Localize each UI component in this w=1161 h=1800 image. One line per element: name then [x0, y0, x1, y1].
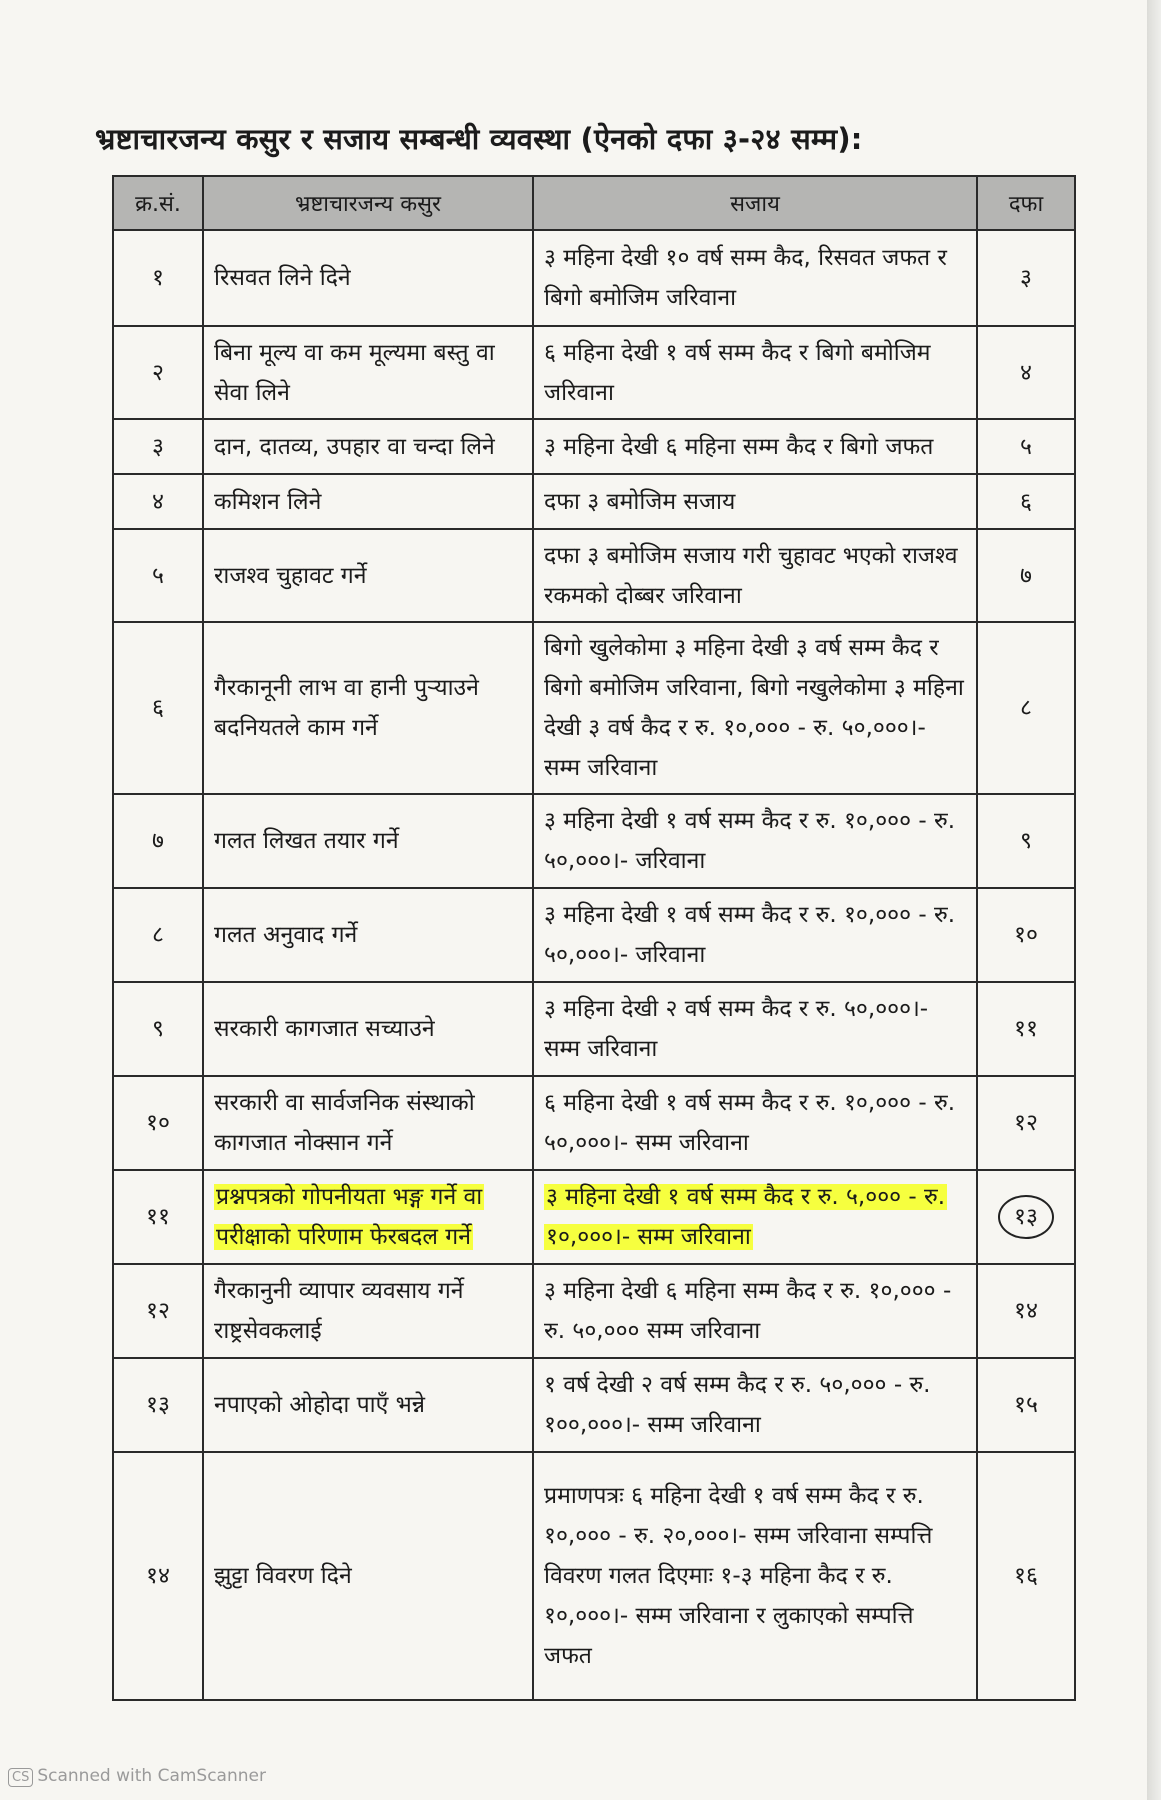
row-section: १५: [977, 1358, 1075, 1452]
row-serial: ७: [113, 794, 203, 888]
scanner-watermark: [8, 1766, 266, 1787]
table-row: [113, 1076, 1075, 1170]
table-row: [113, 1452, 1075, 1700]
row-serial: ८: [113, 888, 203, 982]
offense-penalty-table: [112, 175, 1076, 1701]
row-offense: राजश्व चुहावट गर्ने: [203, 529, 533, 622]
row-penalty-highlighted: [533, 1170, 977, 1264]
row-penalty: दफा ३ बमोजिम सजाय: [533, 474, 977, 529]
row-offense: नपाएको ओहोदा पाएँ भन्ने: [203, 1358, 533, 1452]
table-row-highlighted: [113, 1170, 1075, 1264]
row-penalty: १ वर्ष देखी २ वर्ष सम्म कैद र रु. ५०,००० - रु. १००,०००।- सम्म जरिवाना: [533, 1358, 977, 1452]
row-section: ११: [977, 982, 1075, 1076]
row-penalty: ३ महिना देखी १ वर्ष सम्म कैद र रु. १०,००० - रु. ५०,०००।- जरिवाना: [533, 888, 977, 982]
row-serial: १३: [113, 1358, 203, 1452]
header-penalty: सजाय: [533, 176, 977, 230]
row-serial: १०: [113, 1076, 203, 1170]
row-offense: सरकारी कागजात सच्याउने: [203, 982, 533, 1076]
table-row: [113, 474, 1075, 529]
row-offense: झुट्टा विवरण दिने: [203, 1452, 533, 1700]
row-offense: बिना मूल्य वा कम मूल्यमा बस्तु वा सेवा लिने: [203, 326, 533, 419]
row-offense: गलत अनुवाद गर्ने: [203, 888, 533, 982]
row-section: १६: [977, 1452, 1075, 1700]
row-penalty: बिगो खुलेकोमा ३ महिना देखी ३ वर्ष सम्म कैद र बिगो बमोजिम जरिवाना, बिगो नखुलेकोमा ३ महिना देखी ३ वर्ष कैद र रु. १०,००० - रु. ५०,०००।- सम्म जरिवाना: [533, 622, 977, 794]
row-section: ९: [977, 794, 1075, 888]
table-header-row: [113, 176, 1075, 230]
row-offense: गैरकानूनी लाभ वा हानी पुऱ्याउने बदनियतले काम गर्ने: [203, 622, 533, 794]
row-section: १२: [977, 1076, 1075, 1170]
row-offense-highlighted: [203, 1170, 533, 1264]
row-penalty: प्रमाणपत्रः ६ महिना देखी १ वर्ष सम्म कैद र रु. १०,००० - रु. २०,०००।- सम्म जरिवाना सम्पत्ति विवरण गलत दिएमाः १-३ महिना कैद र रु. १०,०००।- सम्म जरिवाना र लुकाएको सम्पत्ति जफत: [533, 1452, 977, 1700]
row-section: ४: [977, 326, 1075, 419]
row-section: ३: [977, 230, 1075, 326]
row-penalty: दफा ३ बमोजिम सजाय गरी चुहावट भएको राजश्व रकमको दोब्बर जरिवाना: [533, 529, 977, 622]
row-offense: गलत लिखत तयार गर्ने: [203, 794, 533, 888]
table-row: [113, 419, 1075, 474]
header-offense: भ्रष्टाचारजन्य कसुर: [203, 176, 533, 230]
row-penalty: ३ महिना देखी २ वर्ष सम्म कैद र रु. ५०,०००।- सम्म जरिवाना: [533, 982, 977, 1076]
camscanner-logo: CS: [8, 1768, 33, 1787]
row-serial: २: [113, 326, 203, 419]
row-offense: कमिशन लिने: [203, 474, 533, 529]
row-serial: ११: [113, 1170, 203, 1264]
row-section: १४: [977, 1264, 1075, 1358]
row-penalty: ३ महिना देखी ६ महिना सम्म कैद र बिगो जफत: [533, 419, 977, 474]
row-offense: दान, दातव्य, उपहार वा चन्दा लिने: [203, 419, 533, 474]
row-section: ७: [977, 529, 1075, 622]
row-section: ८: [977, 622, 1075, 794]
table-row: [113, 622, 1075, 794]
table-row: [113, 982, 1075, 1076]
table-row: [113, 1264, 1075, 1358]
row-offense: गैरकानुनी व्यापार व्यवसाय गर्ने राष्ट्रसेवकलाई: [203, 1264, 533, 1358]
highlighted-offense-text: प्रश्नपत्रको गोपनीयता भङ्ग गर्ने वा परीक्षाको परिणाम फेरबदल गर्ने: [216, 1184, 483, 1250]
document-title: भ्रष्टाचारजन्य कसुर र सजाय सम्बन्धी व्यवस्था (ऐनको दफा ३-२४ सम्म):: [95, 122, 863, 157]
circled-section-number: १३: [998, 1195, 1054, 1239]
table-row: [113, 888, 1075, 982]
header-section: दफा: [977, 176, 1075, 230]
row-penalty: ३ महिना देखी १० वर्ष सम्म कैद, रिसवत जफत र बिगो बमोजिम जरिवाना: [533, 230, 977, 326]
row-serial: ५: [113, 529, 203, 622]
table-row: [113, 1358, 1075, 1452]
row-serial: ६: [113, 622, 203, 794]
row-penalty: ६ महिना देखी १ वर्ष सम्म कैद र रु. १०,००० - रु. ५०,०००।- सम्म जरिवाना: [533, 1076, 977, 1170]
row-section: १०: [977, 888, 1075, 982]
row-serial: १: [113, 230, 203, 326]
row-serial: ४: [113, 474, 203, 529]
row-penalty: ६ महिना देखी १ वर्ष सम्म कैद र बिगो बमोजिम जरिवाना: [533, 326, 977, 419]
row-section: ५: [977, 419, 1075, 474]
page-edge: [1147, 0, 1161, 1800]
table-row: [113, 326, 1075, 419]
row-offense: सरकारी वा सार्वजनिक संस्थाको कागजात नोक्सान गर्ने: [203, 1076, 533, 1170]
table-row: [113, 794, 1075, 888]
row-section-circled: [977, 1170, 1075, 1264]
row-serial: १४: [113, 1452, 203, 1700]
header-serial: क्र.सं.: [113, 176, 203, 230]
row-penalty: ३ महिना देखी १ वर्ष सम्म कैद र रु. १०,००० - रु. ५०,०००।- जरिवाना: [533, 794, 977, 888]
row-serial: ३: [113, 419, 203, 474]
row-section: ६: [977, 474, 1075, 529]
row-serial: १२: [113, 1264, 203, 1358]
scanner-text: Scanned with CamScanner: [37, 1766, 266, 1786]
row-penalty: ३ महिना देखी ६ महिना सम्म कैद र रु. १०,००० - रु. ५०,००० सम्म जरिवाना: [533, 1264, 977, 1358]
row-offense: रिसवत लिने दिने: [203, 230, 533, 326]
highlighted-penalty-text: ३ महिना देखी १ वर्ष सम्म कैद र रु. ५,००० - रु. १०,०००।- सम्म जरिवाना: [546, 1184, 946, 1250]
table-row: [113, 529, 1075, 622]
row-serial: ९: [113, 982, 203, 1076]
table-row: [113, 230, 1075, 326]
